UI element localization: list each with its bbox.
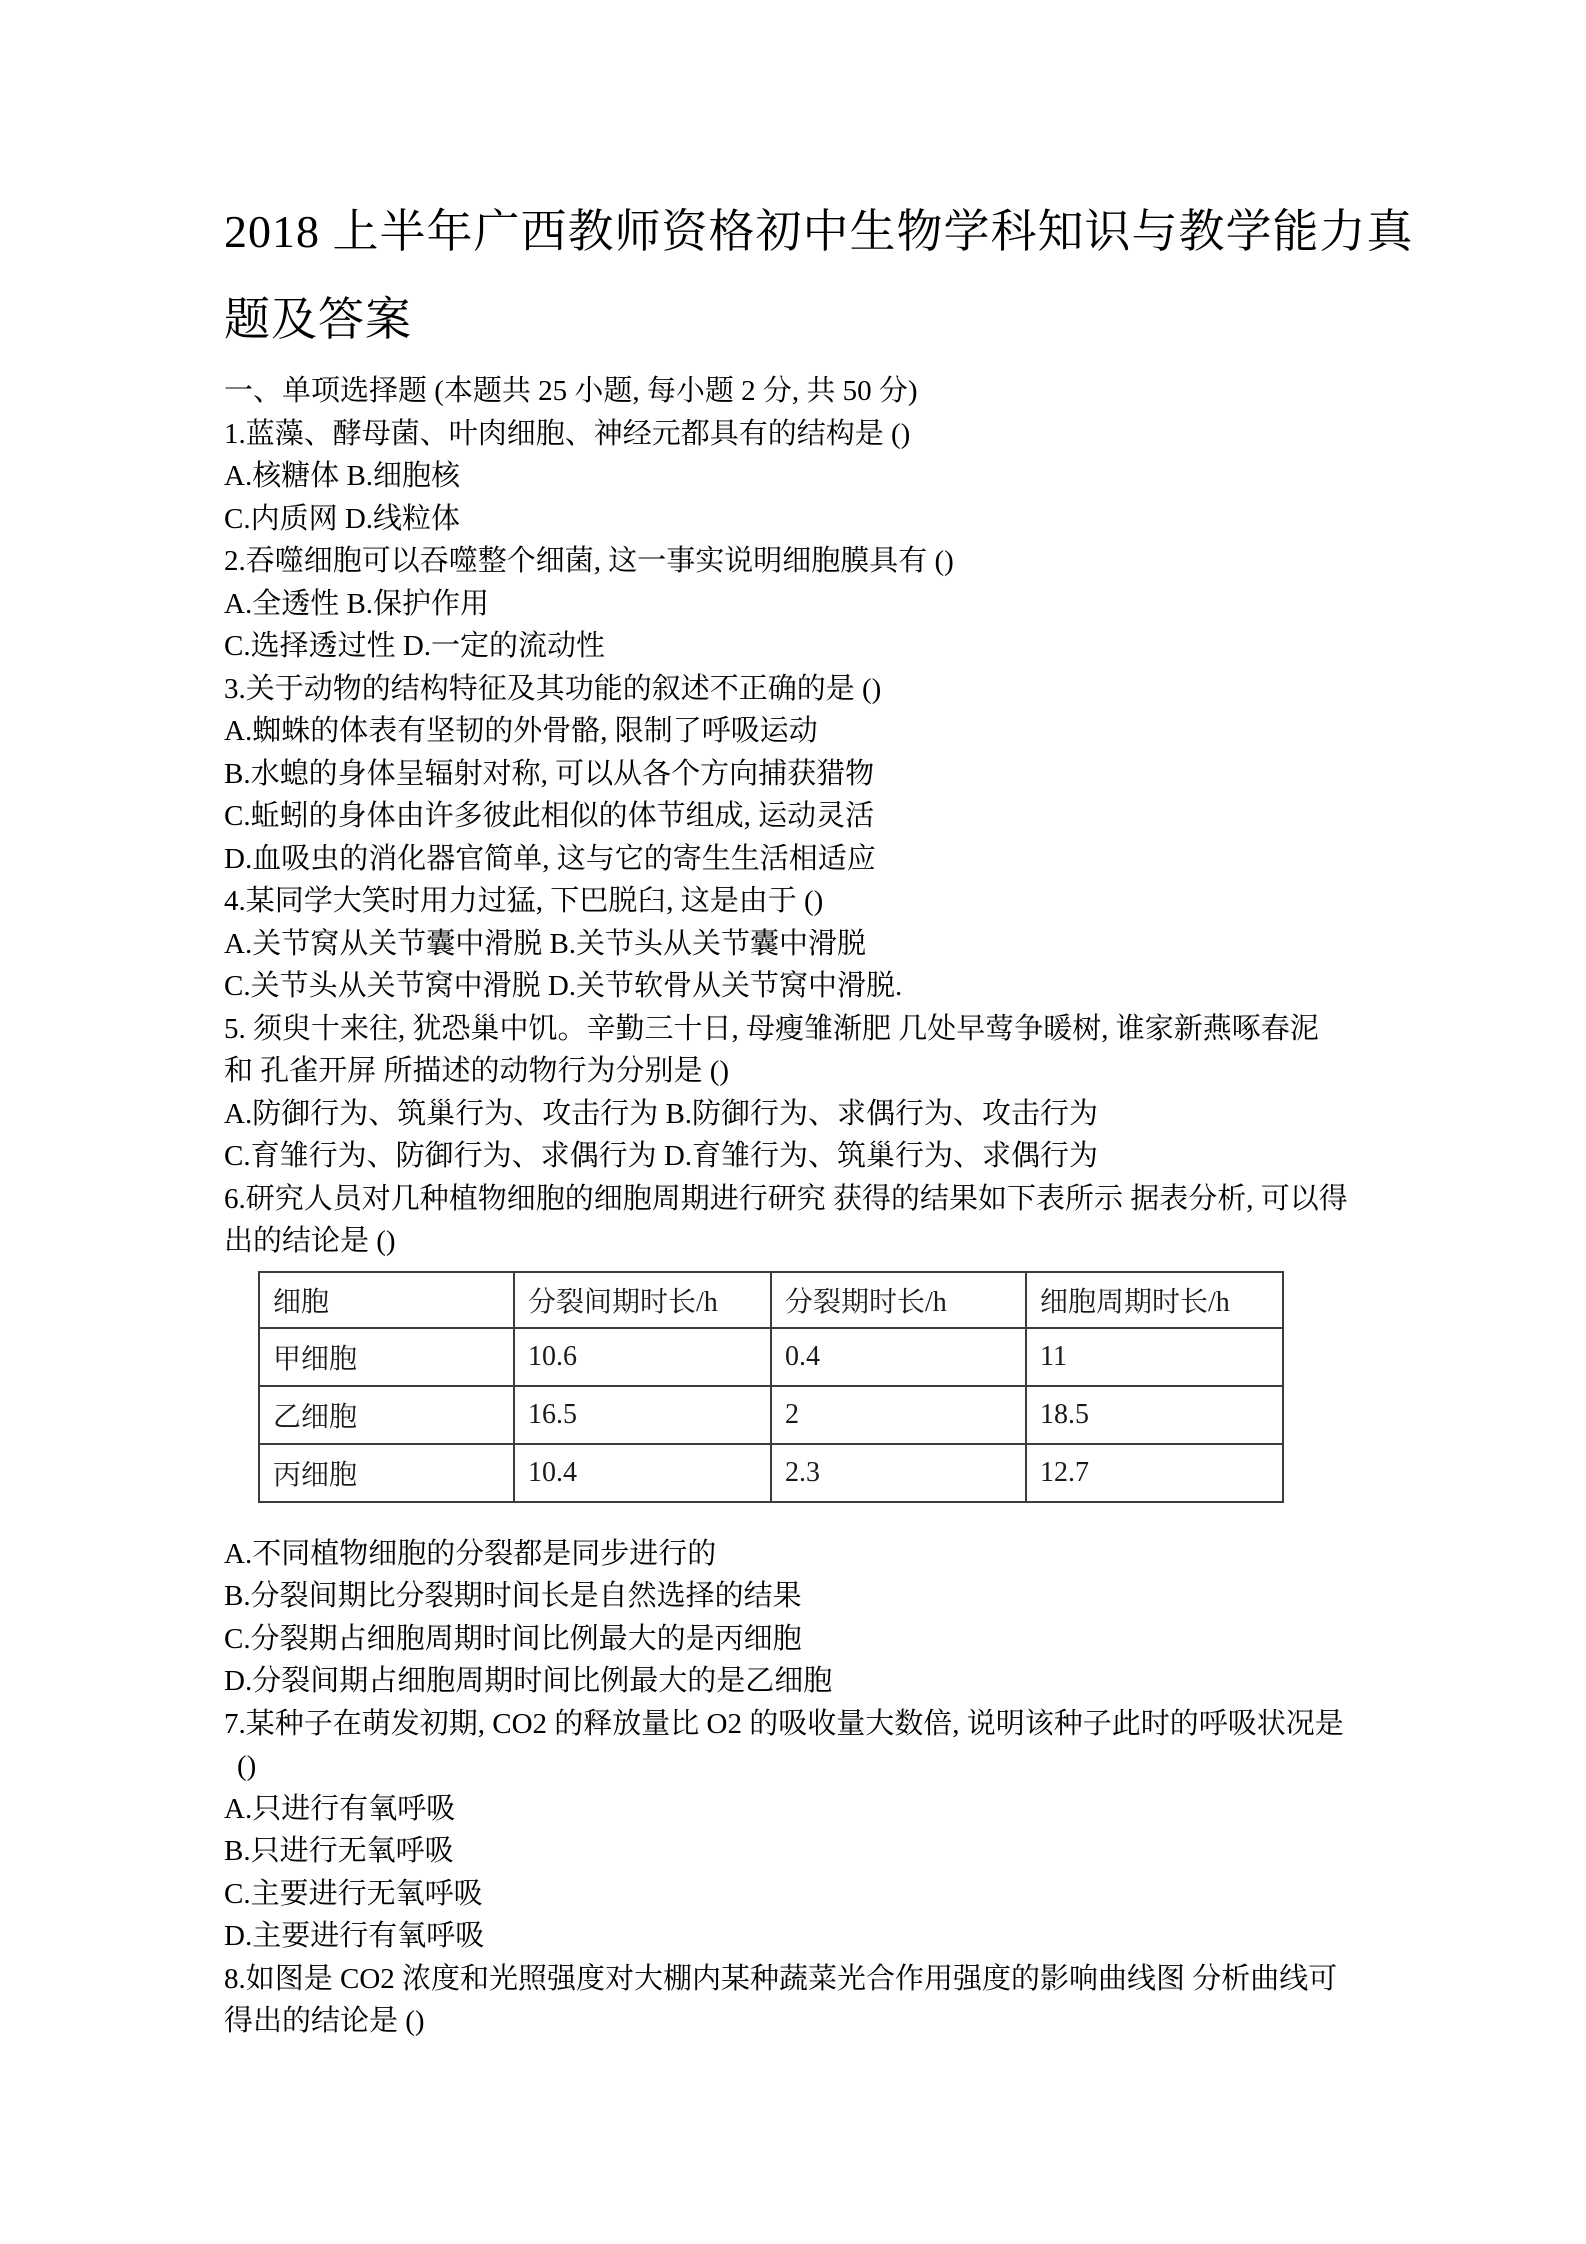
table-row-cell-yi xyxy=(259,1386,1283,1444)
table-header-interphase: 分裂间期时长/h xyxy=(514,1272,771,1328)
cycle-value: 18.5 xyxy=(1026,1386,1283,1444)
mitotic-value: 0.4 xyxy=(771,1328,1026,1386)
interphase-value: 16.5 xyxy=(514,1386,771,1444)
interphase-value: 10.6 xyxy=(514,1328,771,1386)
question-8-text-line1: 8.如图是 CO2 浓度和光照强度对大棚内某种蔬菜光合作用强度的影响曲线图 分析曲线可 xyxy=(224,1962,1338,1995)
cell-name: 丙细胞 xyxy=(259,1444,514,1502)
question-3-text: 3.关于动物的结构特征及其功能的叙述不正确的是 () xyxy=(224,672,882,705)
question-6-text-line2: 出的结论是 () xyxy=(224,1225,396,1257)
interphase-value: 10.4 xyxy=(514,1444,771,1502)
cell-name: 甲细胞 xyxy=(259,1328,514,1386)
page-title xyxy=(224,188,1436,364)
table-header-mitotic: 分裂期时长/h xyxy=(771,1272,1026,1328)
question-2-options-ab: A.全透性 B.保护作用 xyxy=(224,587,490,620)
question-2-text: 2.吞噬细胞可以吞噬整个细菌, 这一事实说明细胞膜具有 () xyxy=(224,545,954,577)
section-header: 一、单项选择题 (本题共 25 小题, 每小题 2 分, 共 50 分) xyxy=(224,375,918,407)
table-row-cell-jia xyxy=(259,1328,1283,1386)
cell-cycle-table-head xyxy=(259,1272,1283,1328)
question-7-option-d: D.主要进行有氧呼吸 xyxy=(224,1920,485,1952)
question-5-text-line2: 和 孔雀开屏 所描述的动物行为分别是 () xyxy=(224,1055,730,1087)
question-5-options-cd: C.育雏行为、防御行为、求偶行为 D.育雏行为、筑巢行为、求偶行为 xyxy=(224,1140,1099,1172)
question-3-option-d: D.血吸虫的消化器官简单, 这与它的寄生生活相适应 xyxy=(224,842,876,875)
question-7-text-line1: 7.某种子在萌发初期, CO2 的释放量比 O2 的吸收量大数倍, 说明该种子此时的呼吸状况是 xyxy=(224,1707,1344,1740)
cell-name: 乙细胞 xyxy=(259,1386,514,1444)
question-4-options-cd: C.关节头从关节窝中滑脱 D.关节软骨从关节窝中滑脱. xyxy=(224,970,903,1002)
table-header-cell: 细胞 xyxy=(259,1272,514,1328)
question-7-option-b: B.只进行无氧呼吸 xyxy=(224,1835,454,1867)
question-7-option-a: A.只进行有氧呼吸 xyxy=(224,1792,456,1825)
question-1-options-ab: A.核糖体 B.细胞核 xyxy=(224,460,461,492)
cycle-value: 12.7 xyxy=(1026,1444,1283,1502)
title-line-2: 题及答案 xyxy=(224,294,412,345)
question-6-option-a: A.不同植物细胞的分裂都是同步进行的 xyxy=(224,1537,717,1570)
question-3-option-b: B.水螅的身体呈辐射对称, 可以从各个方向捕获猎物 xyxy=(224,757,875,790)
question-body xyxy=(224,370,1436,2043)
question-6-text-line1: 6.研究人员对几种植物细胞的细胞周期进行研究 获得的结果如下表所示 据表分析, 可以得 xyxy=(224,1182,1348,1215)
cycle-value: 11 xyxy=(1026,1328,1283,1386)
question-5-text-line1: 5. 须臾十来往, 犹恐巢中饥。辛勤三十日, 母瘦雏渐肥 几处早莺争暖树, 谁家新燕啄春泥 xyxy=(224,1012,1319,1045)
question-6-option-b: B.分裂间期比分裂期时间长是自然选择的结果 xyxy=(224,1580,802,1612)
mitotic-value: 2.3 xyxy=(771,1444,1026,1502)
question-1-options-cd: C.内质网 D.线粒体 xyxy=(224,502,461,535)
question-6-option-c: C.分裂期占细胞周期时间比例最大的是丙细胞 xyxy=(224,1622,802,1655)
table-header-cycle: 细胞周期时长/h xyxy=(1026,1272,1283,1328)
cell-cycle-table-body xyxy=(259,1328,1283,1502)
question-5-options-ab: A.防御行为、筑巢行为、攻击行为 B.防御行为、求偶行为、攻击行为 xyxy=(224,1097,1099,1130)
question-8-text-line2: 得出的结论是 () xyxy=(224,2005,425,2037)
question-3-option-c: C.蚯蚓的身体由许多彼此相似的体节组成, 运动灵活 xyxy=(224,800,875,832)
question-6-option-d: D.分裂间期占细胞周期时间比例最大的是乙细胞 xyxy=(224,1665,833,1697)
question-2-options-cd: C.选择透过性 D.一定的流动性 xyxy=(224,630,606,662)
question-3-option-a: A.蜘蛛的体表有坚韧的外骨骼, 限制了呼吸运动 xyxy=(224,715,818,747)
question-4-options-ab: A.关节窝从关节囊中滑脱 B.关节头从关节囊中滑脱 xyxy=(224,927,867,960)
table-row-cell-bing xyxy=(259,1444,1283,1502)
title-line-1: 2018 上半年广西教师资格初中生物学科知识与教学能力真 xyxy=(224,206,1414,257)
post-table-lines xyxy=(224,1533,1436,2043)
question-4-text: 4.某同学大笑时用力过猛, 下巴脱臼, 这是由于 () xyxy=(224,885,824,917)
mitotic-value: 2 xyxy=(771,1386,1026,1444)
question-7-option-c: C.主要进行无氧呼吸 xyxy=(224,1877,483,1910)
cell-cycle-table xyxy=(258,1271,1284,1503)
question-1-text: 1.蓝藻、酵母菌、叶肉细胞、神经元都具有的结构是 () xyxy=(224,417,911,450)
question-7-text-line2: () xyxy=(237,1750,257,1782)
table-header-row xyxy=(259,1272,1283,1328)
